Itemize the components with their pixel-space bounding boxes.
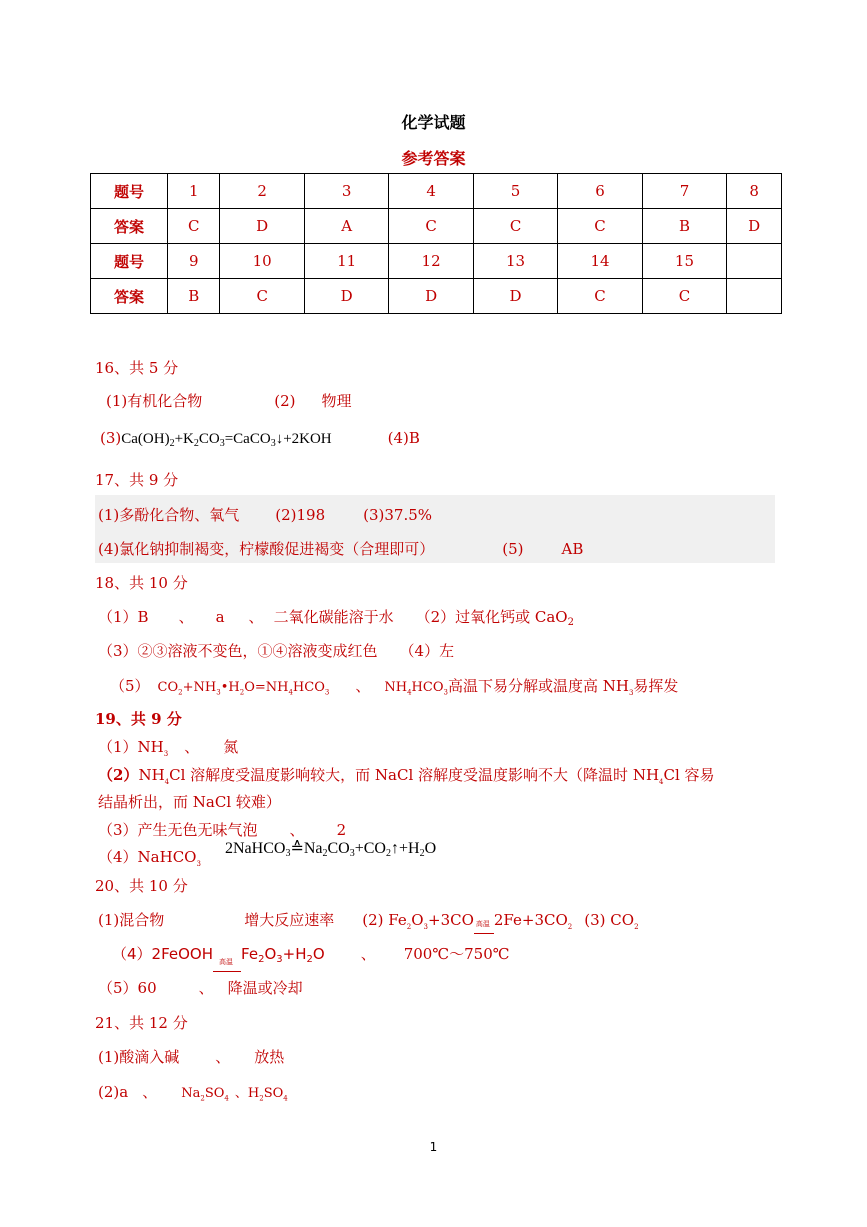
table-row-header: 答案 [91, 209, 168, 244]
table-cell: C [168, 209, 220, 244]
q19-line5: （4）NaHCO$_3$ [98, 848, 201, 868]
table-cell: 11 [304, 244, 388, 279]
table-cell: D [727, 209, 782, 244]
table-cell: 6 [558, 174, 642, 209]
q21-line2: (2)a 、 $Na_2SO_4$ 、$H_2SO_4$ [98, 1083, 288, 1103]
q18-header: 18、共 10 分 [95, 574, 188, 592]
answer-key-subtitle: 参考答案 [401, 149, 466, 168]
table-cell: C [642, 279, 726, 314]
table-cell: 4 [389, 174, 473, 209]
q19-line4: （3）产生无色无味气泡 、 2 [98, 821, 347, 839]
table-row-header: 题号 [91, 244, 168, 279]
table-row [91, 209, 782, 244]
q20-line3: （5）60 、 降温或冷却 [98, 979, 303, 997]
table-cell: 5 [473, 174, 557, 209]
table-row [91, 279, 782, 314]
table-cell: 15 [642, 244, 726, 279]
table-cell: B [168, 279, 220, 314]
table-cell: C [220, 279, 304, 314]
q17-line2: (4)氯化钠抑制褐变，柠檬酸促进褐变（合理即可） (5) AB [98, 540, 584, 558]
q21-line1: (1)酸滴入碱 、 放热 [98, 1048, 285, 1066]
q18-line1: （1）B 、 a 、 二氧化碳能溶于水 （2）过氧化钙或 CaO$_2$ [98, 608, 574, 628]
q16-line1: (1)有机化合物 (2) 物理 [106, 392, 352, 410]
table-cell: 13 [473, 244, 557, 279]
table-row-header: 答案 [91, 279, 168, 314]
q19-line1: $(1)NH_3$ 、 氮 [98, 738, 239, 758]
q19-line2: $(2)NH_4Cl$ 溶解度受温度影响较大，而 NaCl 溶解度受温度影响不大（降温时 $NH_4Cl$ 容易 [98, 766, 715, 786]
table-cell: 2 [220, 174, 304, 209]
q19-header: 19、共 9 分 [95, 710, 182, 728]
table-cell: B [642, 209, 726, 244]
table-cell: 10 [220, 244, 304, 279]
q17-line1: (1)多酚化合物、氧气 (2)198 (3)37.5% [98, 506, 433, 524]
table-cell: 7 [642, 174, 726, 209]
table-cell: C [389, 209, 473, 244]
q19-line3: 结晶析出，而 NaCl 较难） [98, 793, 281, 811]
q21-header: 21、共 12 分 [95, 1014, 188, 1032]
table-cell: D [389, 279, 473, 314]
q16-header: 16、共 5 分 [95, 359, 179, 377]
table-cell: D [220, 209, 304, 244]
q20-header: 20、共 10 分 [95, 877, 188, 895]
table-cell: C [558, 279, 642, 314]
table-cell: 12 [389, 244, 473, 279]
table-cell: C [558, 209, 642, 244]
q20-line1: (1)混合物 增大反应速率 (2) $Fe_2O_3+3CO$ 高温 $2Fe+3CO_2$ (3) $CO_2$ [98, 909, 639, 931]
table-row [91, 174, 782, 209]
table-cell [727, 279, 782, 314]
q18-line2: （3）②③溶液不变色，①④溶液变成红色 （4）左 [98, 642, 455, 660]
table-cell [727, 244, 782, 279]
table-cell: 9 [168, 244, 220, 279]
table-cell: 8 [727, 174, 782, 209]
q19-equation: $2NaHCO_3≙Na_2CO_3+CO_2↑+H_2O$ [225, 840, 437, 859]
q17-header: 17、共 9 分 [95, 471, 179, 489]
table-cell: 3 [304, 174, 388, 209]
table-row [91, 244, 782, 279]
table-cell: C [473, 209, 557, 244]
table-row-header: 题号 [91, 174, 168, 209]
table-cell: D [304, 279, 388, 314]
q20-line2: （4）2FeOOH 高温 $Fe_2O_3+H_2O$ 、 700℃～750℃ [112, 943, 510, 965]
table-cell: 14 [558, 244, 642, 279]
table-cell: 1 [168, 174, 220, 209]
table-cell: D [473, 279, 557, 314]
table-cell: A [304, 209, 388, 244]
answer-table [90, 173, 782, 314]
q16-line2: $(3)Ca(OH)_2+K_2CO_3=CaCO_3↓+2KOH$ (4)B [100, 429, 420, 449]
page-number: 1 [429, 1140, 438, 1154]
document-title: 化学试题 [401, 113, 466, 132]
q18-line3: （5） $CO_2+NH_3•H_2O=NH_4HCO_3$ 、 $NH_4HCO_3$高温下易分解或温度高 $NH_3$易挥发 [110, 677, 679, 697]
